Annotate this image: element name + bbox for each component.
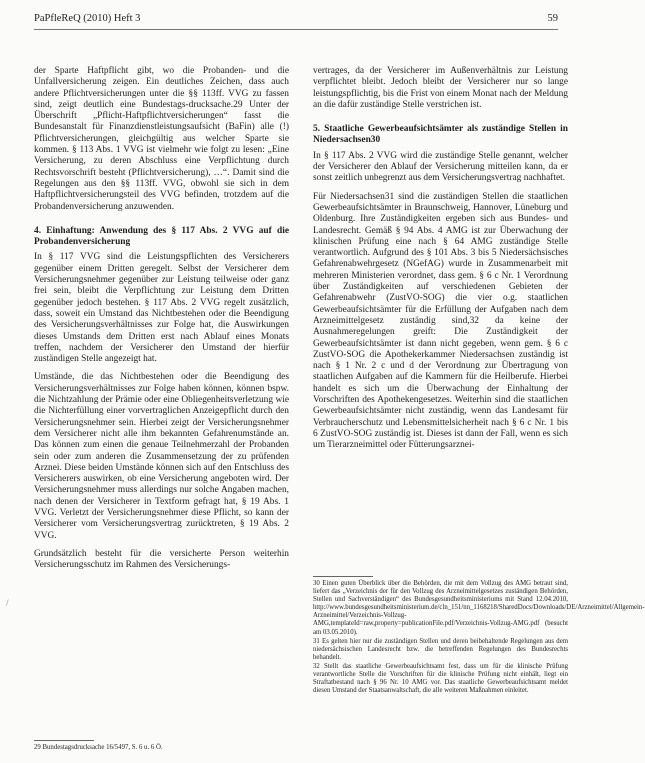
footnote-29: 29 Bundestagsdrucksache 16/5497, S. 6 u. 6 Ö. — [34, 744, 163, 751]
margin-mark: / — [6, 598, 9, 608]
footnote-30: 30 Einen guten Überblick über die Behörden, die mit dem Vollzug des AMG betraut sind, liefert das „Verzeichnis der für den Vollzug des Arzneimittelgesetzes zuständigen Behörden, Stellen und Sachverständigen“ des Bundesgesundheitsministeriums mit Stand 12.04.2010, http://www.bundesgesundheitsministerium.de/cln_151/nn_1168218/SharedDocs/Downloads/DE/Arzneimittel/Allgemein-Arzneimittel/Verzeichnis-Vollzug-AMG,templateId=raw,property=publicationFile.pdf/Verzeichnis-Vollzug-AMG.pdf (besucht am 03.05.2010). — [313, 580, 645, 636]
right-paragraph-3: Für Niedersachsen31 sind die zuständigen Stellen die staatlichen Gewerbeaufsichtsämter in Braunschweig, Hannover, Lüneburg und Oldenburg. Ihre Zuständigkeiten ergeben sich aus Bundes- und Landesrecht. Gemäß § 94 Abs. 4 AMG ist zur Überwachung der klinischen Prüfung eine nach § 64 AMG zuständige Stelle verantwortlich. Aufgrund des § 101 Abs. 3 bis 5 Niedersächsisches Gefahrenabwehrgesetz (NGefAG) wurde in Zusammenarbeit mit mehreren Ministerien verordnet, dass gem. § 6 c Nr. 1 Verordnung über Zuständigkeiten auf verschiedenen Gebieten der Gefahrenabwehr (ZustVO-SOG) die vier o.g. staatlichen Gewerbeaufsichtsämter für die Erfüllung der Aufgaben nach dem Arzneimittelgesetz zuständig sind,32 da keine der Ausnahmeregelungen greift: Die Zuständigkeit der Gewerbeaufsichtsämter ist dann nicht gegeben, wenn gem. § 6 c ZustVO-SOG die Apothekerkammer Niedersachsen zuständig ist nach § 1 Nr. 2 c und d der Verordnung zur Übertragung von staatlichen Aufgaben auf die Kammern für die Heilberufe. Hierbei handelt es sich um die Überwachung der Einhaltung der Vorschriften des Apothekengesetzes. Weiterhin sind die staatlichen Gewerbeaufsichtsämter nicht zuständig, wenn das Landesamt für Verbraucherschutz und Lebensmittelsicherheit nach § 6 c Nr. 1 bis 6 ZustVO-SOG zuständig ist. Dieses ist dann der Fall, wenn es sich um Tierarzneimittel oder Fütterungsarznei- — [313, 191, 568, 451]
right-footnotes — [313, 580, 645, 696]
left-paragraph-2: In § 117 VVG sind die Leistungspflichten des Versicherers gegenüber einem Dritten geregelt. Selbst der Versicherer dem Versicherungsnehmer gegenüber zur Leistung teilweise oder ganz frei sein, bleibt die Verpflichtung zur Leistung dem Dritten gegenüber jedoch bestehen. § 117 Abs. 2 VVG regelt zusätzlich, dass, soweit ein Umstand das Nichtbestehen oder die Beendigung des Versicherungsverhältnisses zur Folge hat, die Auswirkungen dieses Umstands dem Dritten erst nach Ablauf eines Monats treffen, nachdem der Versicherer den Umstand der hierfür zuständigen Stelle angezeigt hat. — [34, 252, 289, 365]
right-paragraph-1: vertrages, da der Versicherer im Außenverhältnis zur Leistung verpflichtet bleibt. Jedoch bleibt der Versicherer nur so lange leistungspflichtig, bis die Frist von einem Monat nach der Meldung an die dafür zuständige Stelle verstrichen ist. — [313, 66, 568, 110]
header-rule — [34, 29, 558, 30]
right-paragraph-2: In § 117 Abs. 2 VVG wird die zuständige Stelle genannt, welcher der Versicherer den Ablauf der Versicherung mitteilen kann, da er sonst zeitlich unbegrenzt aus dem Versicherungsvertrag nachhaftet. — [313, 150, 568, 184]
footnote-32: 32 Stellt das staatliche Gewerbeaufsichtsamt fest, dass um für die klinische Prüfung verantwortliche Stelle die Vorschriften für die klinische Prüfung nicht einhält, liegt ein Straftatbestand nach § 96 Nr. 10 AMG vor. Das staatliche Gewerbeaufsichtsamt meldet diesen Umstand der Staatsanwaltschaft, die alle weiteren Maßnahmen einleitet. — [313, 662, 568, 695]
left-paragraph-4: Grundsätzlich besteht für die versicherte Person weiterhin Versicherungsschutz im Rahmen des Versicherungs- — [34, 548, 289, 571]
footnote-31: 31 Es gelten hier nur die zuständigen Stellen und deren beibehaltende Regelungen aus dem niedersächsischen Landesrecht bzw. die betreffenden Regelungen des Bundesrechts behandelt. — [313, 637, 568, 661]
section-5-heading: 5. Staatliche Gewerbeaufsichtsämter als zuständige Stellen in Niedersachsen30 — [313, 124, 568, 146]
left-column — [34, 66, 289, 578]
right-footnote-rule — [313, 576, 373, 577]
left-footnotes — [34, 744, 289, 753]
page-number: 59 — [547, 13, 558, 24]
left-paragraph-1: der Sparte Haftpflicht gibt, wo die Probanden- und die Unfallversicherung zeigen. Ein deutliches Zeichen, dass auch andere Pflichtversicherungen unter die §§ 113ff. VVG zu fassen sind, zeigt deutlich eine Bundestags-drucksache.29 Unter der Überschrift „Pflicht-Haftpflichtversicherungen“ fasst die Bundesanstalt für Finanzdienstleistungsaufsicht (BaFin) alle (!) Pflichtversicherungen, gleichgültig aus welcher Sparte sie kommen. § 113 Abs. 1 VVG ist vielmehr wie folgt zu lesen: „Eine Versicherung, zu deren Abschluss eine Verpflichtung durch Rechtsvorschrift besteht (Pflichtversicherung), …“. Damit sind die Regelungen aus den §§ 113ff. VVG, obwohl sie sich in dem Haftpflichtversicherungsteil des VVG befinden, trotzdem auf die Probandenversicherung anzuwenden. — [34, 66, 289, 212]
section-4-heading: 4. Einhaftung: Anwendung des § 117 Abs. 2 VVG auf die Probandenversicherung — [34, 225, 289, 248]
left-footnote-rule — [34, 740, 94, 741]
running-header — [34, 13, 558, 27]
journal-title: PaPfleReQ (2010) Heft 3 — [34, 13, 141, 24]
right-column — [313, 66, 568, 459]
left-paragraph-3: Umstände, die das Nichtbestehen oder die Beendigung des Versicherungsverhältnisses zur Folge haben können, können bspw. die Nichtzahlung der Prämie oder eine Obliegenheitsverletzung wie die Nichterfüllung einer vorvertraglichen Anzeigepflicht durch den Versicherungsnehmer sein. Hierbei zeigt der Versicherungsnehmer dem Versicherer nicht alle ihm bekannten Gefahrenumstände an. Das können zum einen die genaue Teilnehmerzahl der Probanden sein oder zum anderen die Zusammensetzung der zu prüfenden Arznei. Diese beiden Umstände können sich auf den Entschluss des Versicherers auswirken, ob eine Versicherung angeboten wird. Der Versicherungsnehmer muss allerdings nur solche Angaben machen, nach denen der Versicherer in Textform gefragt hat, § 19 Abs. 1 VVG. Verletzt der Versicherungsnehmer diese Pflicht, so kann der Versicherer vom Versicherungsvertrag zurücktreten, § 19 Abs. 2 VVG. — [34, 372, 289, 541]
